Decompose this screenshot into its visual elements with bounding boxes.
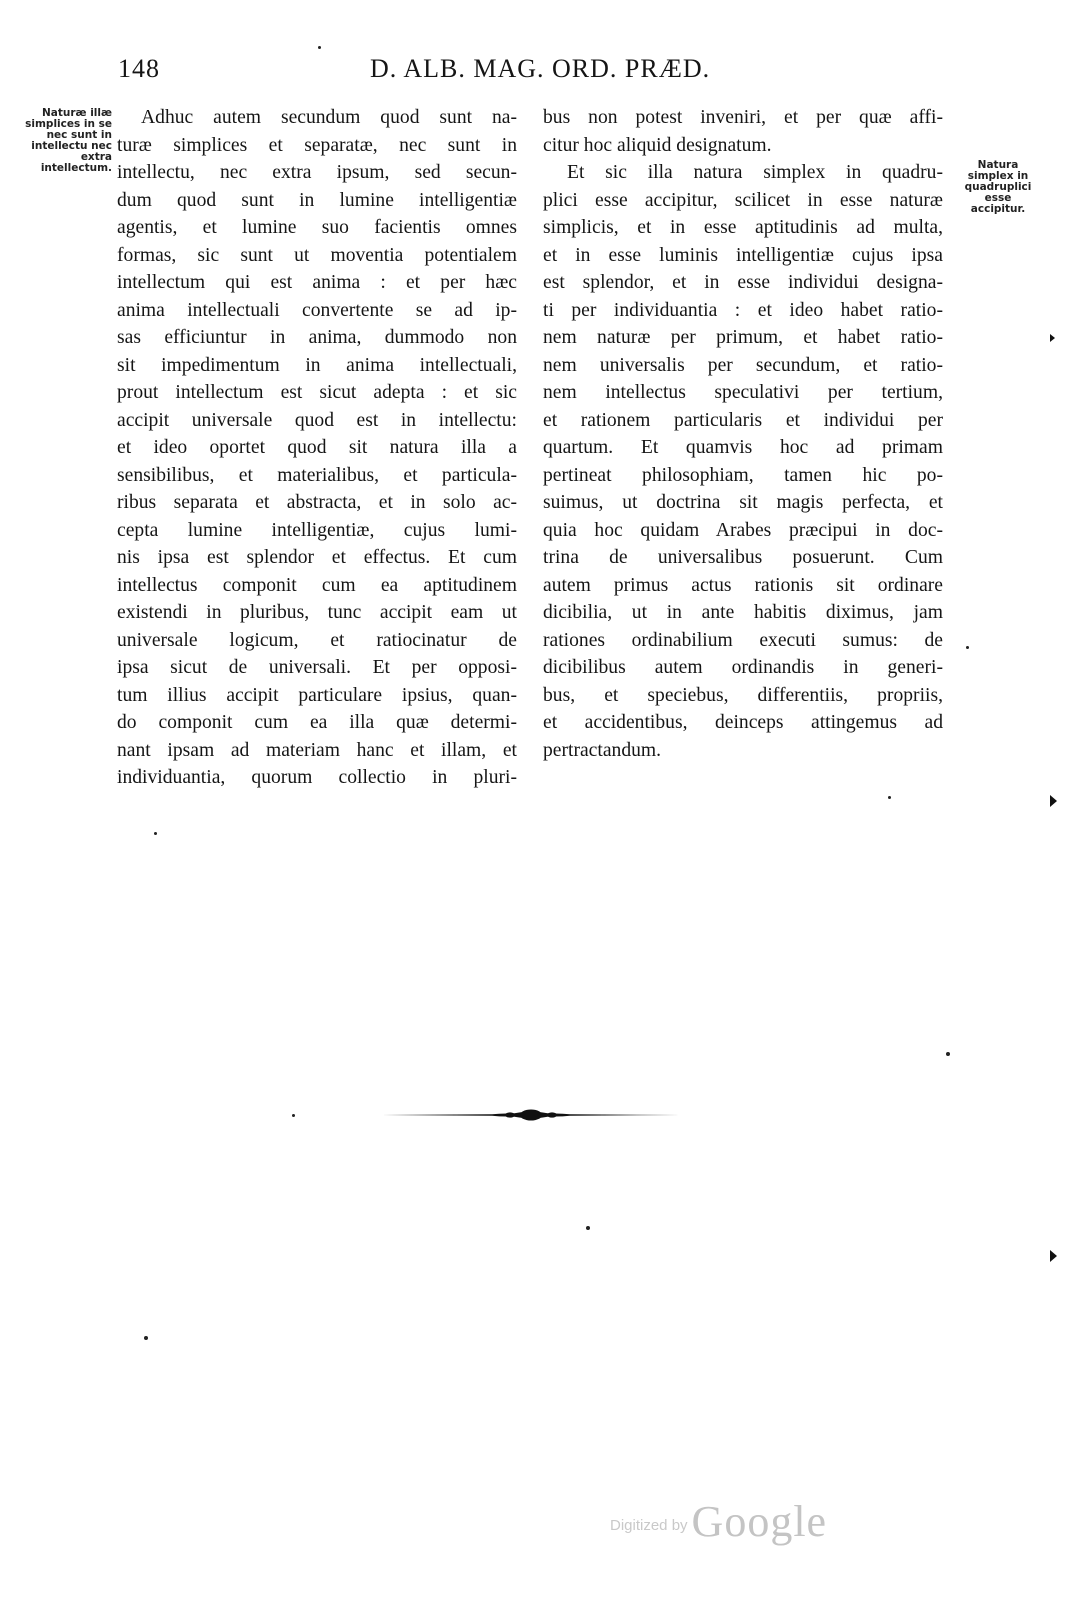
google-logo: Google [691, 1497, 828, 1546]
text-line: dicibilia, ut in ante habitis diximus, jam [543, 602, 943, 623]
text-line: individuantia, quorum collectio in pluri- [117, 767, 517, 788]
text-line: quartum. Et quamvis hoc ad primam [543, 437, 943, 458]
text-line: bus non potest inveniri, et per quæ affi- [543, 107, 943, 128]
text-line: intellectum qui est anima : et per hæc [117, 272, 517, 293]
page-number: 148 [118, 54, 160, 83]
text-line: trina de universalibus posuerunt. Cum [543, 547, 943, 568]
text-line: Adhuc autem secundum quod sunt na- [141, 107, 517, 128]
text-line: sas efficiuntur in anima, dummodo non [117, 327, 517, 348]
text-line: existendi in pluribus, tunc accipit eam ut [117, 602, 517, 623]
text-line: et in esse luminis intelligentiæ cujus ipsa [543, 244, 943, 266]
text-line: prout intellectum est sicut adepta : et sic [117, 382, 517, 403]
text-column-right [543, 104, 943, 764]
text-line: universale logicum, et ratiocinatur de [117, 629, 517, 651]
text-line: sit impedimentum in anima intellectuali, [117, 354, 517, 376]
text-line: nis ipsa est splendor et effectus. Et cum [117, 547, 517, 568]
text-line: bus, et speciebus, differentiis, propriis, [543, 684, 943, 706]
ink-speck [318, 46, 321, 49]
watermark-prefix: Digitized by [610, 1517, 688, 1534]
ink-speck [144, 1336, 148, 1340]
text-line: rationes ordinabilium executi sumus: de [543, 629, 943, 651]
text-line: intellectu, nec extra ipsum, sed secun- [117, 162, 517, 183]
text-line: dicibilibus autem ordinandis in generi- [543, 657, 943, 678]
text-line: est splendor, et in esse individui designa- [543, 272, 943, 293]
text-line: ribus separata et abstracta, et in solo ac- [117, 492, 517, 513]
edge-mark [1050, 795, 1057, 807]
text-line: plici esse accipitur, scilicet in esse naturæ [543, 189, 943, 211]
text-line: accipit universale quod est in intellectu: [117, 409, 517, 431]
text-line: formas, sic sunt ut moventia potentialem [117, 244, 517, 266]
text-line: nem intellectus speculativi per tertium, [543, 382, 943, 403]
margin-note-left: Naturæ illæ simplices in se nec sunt in intellectu nec extra intellectum. [25, 107, 112, 174]
running-title: D. ALB. MAG. ORD. PRÆD. [370, 54, 711, 83]
text-line: citur hoc aliquid designatum. [543, 134, 772, 156]
text-line: do componit cum ea illa quæ determi- [117, 712, 517, 733]
digitized-by-google-watermark [610, 1496, 827, 1547]
text-line: pertractandum. [543, 739, 662, 761]
text-line: Et sic illa natura simplex in quadru- [567, 162, 943, 183]
edge-mark [1050, 334, 1055, 342]
text-line: sensibilibus, et materialibus, et particula- [117, 464, 517, 486]
text-line: autem primus actus rationis sit ordinare [543, 574, 943, 596]
text-line: et rationem particularis et individui per [543, 409, 943, 431]
text-line: tum illius accipit particulare ipsius, quan- [117, 684, 517, 706]
text-line: nant ipsam ad materiam hanc et illam, et [117, 739, 517, 761]
text-line: anima intellectuali convertente se ad ip- [117, 299, 517, 321]
text-line: ipsa sicut de universali. Et per opposi- [117, 657, 517, 678]
ink-speck [888, 796, 891, 799]
ink-speck [586, 1226, 590, 1230]
end-ornament [382, 1104, 680, 1126]
text-line: et accidentibus, deinceps attingemus ad [543, 712, 943, 733]
margin-note-right: Natura simplex in quadruplici esse accipitur. [964, 159, 1032, 215]
text-column-left [117, 104, 517, 792]
text-line: cepta lumine intelligentiæ, cujus lumi- [117, 519, 517, 541]
ink-speck [966, 646, 969, 649]
ink-speck [292, 1114, 295, 1117]
text-line: suimus, ut doctrina sit magis perfecta, et [543, 492, 943, 513]
text-line: agentis, et lumine suo facientis omnes [117, 217, 517, 238]
text-line: quia hoc quidam Arabes præcipui in doc- [543, 519, 943, 541]
ink-speck [946, 1052, 950, 1056]
text-line: ti per individuantia : et ideo habet ratio- [543, 299, 943, 321]
text-line: turæ simplices et separatæ, nec sunt in [117, 134, 517, 156]
ink-speck [154, 832, 157, 835]
text-line: nem universalis per secundum, et ratio- [543, 354, 943, 376]
text-line: nem naturæ per primum, et habet ratio- [543, 327, 943, 348]
text-line: intellectus componit cum ea aptitudinem [117, 574, 517, 596]
text-line: pertineat philosophiam, tamen hic po- [543, 464, 943, 486]
text-line: dum quod sunt in lumine intelligentiæ [117, 189, 517, 211]
text-line: simplicis, et in esse aptitudinis ad multa, [543, 217, 943, 238]
text-line: et ideo oportet quod sit natura illa a [117, 437, 517, 458]
edge-mark [1050, 1250, 1057, 1262]
